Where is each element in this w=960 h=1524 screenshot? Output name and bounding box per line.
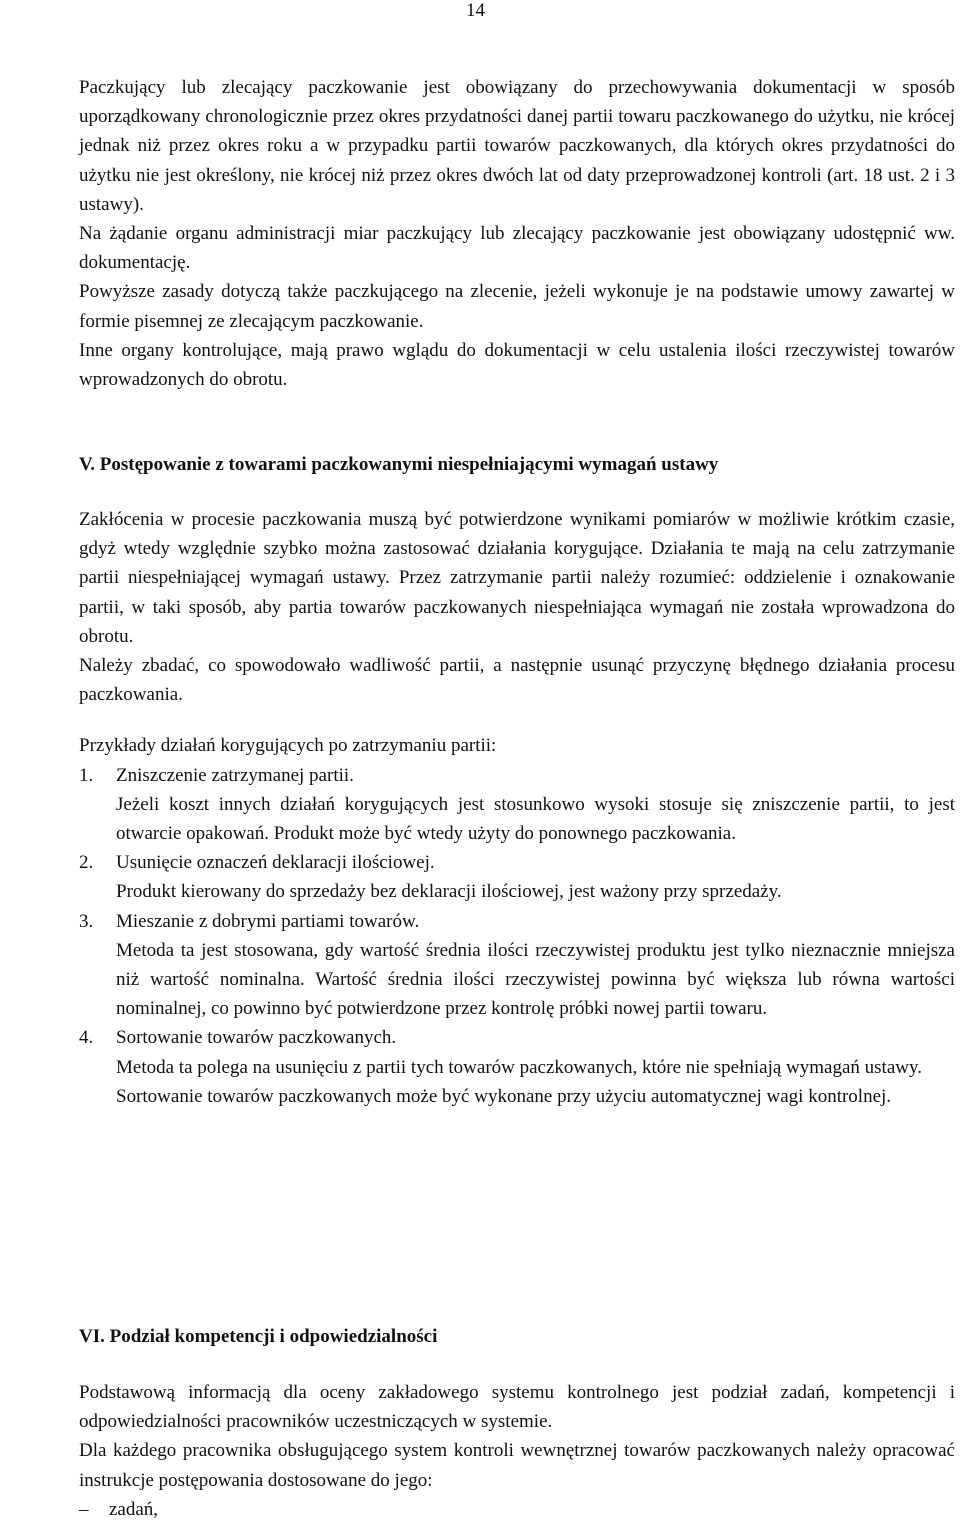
list-number: 4.	[79, 1027, 94, 1049]
list-item	[79, 1495, 955, 1524]
list-item-description: Sortowanie towarów paczkowanych może być wykonane przy użyciu automatycznej wagi kontrolnej.	[116, 1085, 892, 1107]
corrective-actions-list	[79, 761, 955, 1111]
section-heading-vi: VI. Podział kompetencji i odpowiedzialności	[79, 1326, 438, 1347]
list-item-description: Metoda ta polega na usunięciu z partii tych towarów paczkowanych, które nie spełniają wymagań ustawy.	[116, 1056, 922, 1078]
list-number: 1.	[79, 764, 94, 786]
intro-paragraph: Inne organy kontrolujące, mają prawo wglądu do dokumentacji w celu ustalenia ilości rzeczywistej towarów wprowadzonych do obrotu.	[79, 339, 955, 391]
list-item	[79, 1023, 955, 1111]
section-heading-v: V. Postępowanie z towarami paczkowanymi niespełniającymi wymagań ustawy	[79, 454, 719, 475]
dash-bullet: –	[79, 1498, 89, 1520]
intro-paragraph: Powyższe zasady dotyczą także paczkującego na zlecenie, jeżeli wykonuje je na podstawie umowy zawartej w formie pisemnej ze zlecającym paczkowanie.	[79, 281, 955, 332]
list-number: 3.	[79, 910, 94, 932]
section-v-body	[79, 505, 955, 1111]
examples-title: Przykłady działań korygujących po zatrzymaniu partii:	[79, 735, 497, 757]
list-item-text: zadań,	[109, 1498, 159, 1520]
intro-paragraph: Paczkujący lub zlecający paczkowanie jest obowiązany do przechowywania dokumentacji w sposób uporządkowany chronologicznie przez okres przydatności danej partii towaru paczkowanego do użytku, nie krócej jednak niż przez okres roku a w przypadku partii towarów paczkowanych, dla których okres przydatności do użytku nie jest określony, nie krócej niż przez okres dwóch lat od daty przeprowadzonej kontroli (art. 18 ust. 2 i 3 ustawy).	[79, 77, 955, 215]
list-number: 2.	[79, 852, 94, 874]
list-item	[79, 761, 955, 849]
dash-list	[79, 1495, 955, 1524]
list-item	[79, 848, 955, 906]
section-paragraph: Dla każdego pracownika obsługującego system kontroli wewnętrznej towarów paczkowanych należy opracować instrukcje postępowania dostosowane do jego:	[79, 1440, 955, 1491]
list-item-description: Metoda ta jest stosowana, gdy wartość średnia ilości rzeczywistej produktu jest tylko nieznacznie mniejsza niż wartość nominalna. Wartość średnia ilości rzeczywistej powinna być większa lub równa wartości nominalnej, co powinno być potwierdzone przez kontrolę próbki nowej partii towaru.	[116, 939, 955, 1020]
list-item	[79, 907, 955, 1024]
list-item-description: Produkt kierowany do sprzedaży bez deklaracji ilościowej, jest ważony przy sprzedaży.	[116, 881, 782, 903]
section-vi-body	[79, 1378, 955, 1524]
list-item-description: Jeżeli koszt innych działań korygujących jest stosunkowo wysoki stosuje się zniszczenie partii, to jest otwarcie opakowań. Produkt może być wtedy użyty do ponownego paczkowania.	[116, 793, 955, 845]
list-item-title: Usunięcie oznaczeń deklaracji ilościowej.	[116, 852, 435, 874]
section-paragraph: Należy zbadać, co spowodowało wadliwość partii, a następnie usunąć przyczynę błędnego działania procesu paczkowania.	[79, 655, 955, 706]
section-paragraph: Zakłócenia w procesie paczkowania muszą być potwierdzone wynikami pomiarów w możliwie krótkim czasie, gdyż wtedy względnie szybko można zastosować działania korygujące. Działania te mają na celu zatrzymanie partii niespełniającej wymagań ustawy. Przez zatrzymanie partii należy rozumieć: oddzielenie i oznakowanie partii, w taki sposób, aby partia towarów paczkowanych niespełniająca wymagań nie została wprowadzona do obrotu.	[79, 509, 955, 647]
list-item-title: Sortowanie towarów paczkowanych.	[116, 1027, 397, 1049]
intro-paragraph: Na żądanie organu administracji miar paczkujący lub zlecający paczkowanie jest obowiązany udostępnić ww. dokumentację.	[79, 223, 955, 274]
intro-section	[79, 73, 955, 394]
section-paragraph: Podstawową informacją dla oceny zakładowego systemu kontrolnego jest podział zadań, kompetencji i odpowiedzialności pracowników uczestniczących w systemie.	[79, 1382, 955, 1433]
list-item-title: Zniszczenie zatrzymanej partii.	[116, 764, 354, 786]
page-number: 14	[466, 0, 485, 21]
list-item-title: Mieszanie z dobrymi partiami towarów.	[116, 910, 420, 932]
